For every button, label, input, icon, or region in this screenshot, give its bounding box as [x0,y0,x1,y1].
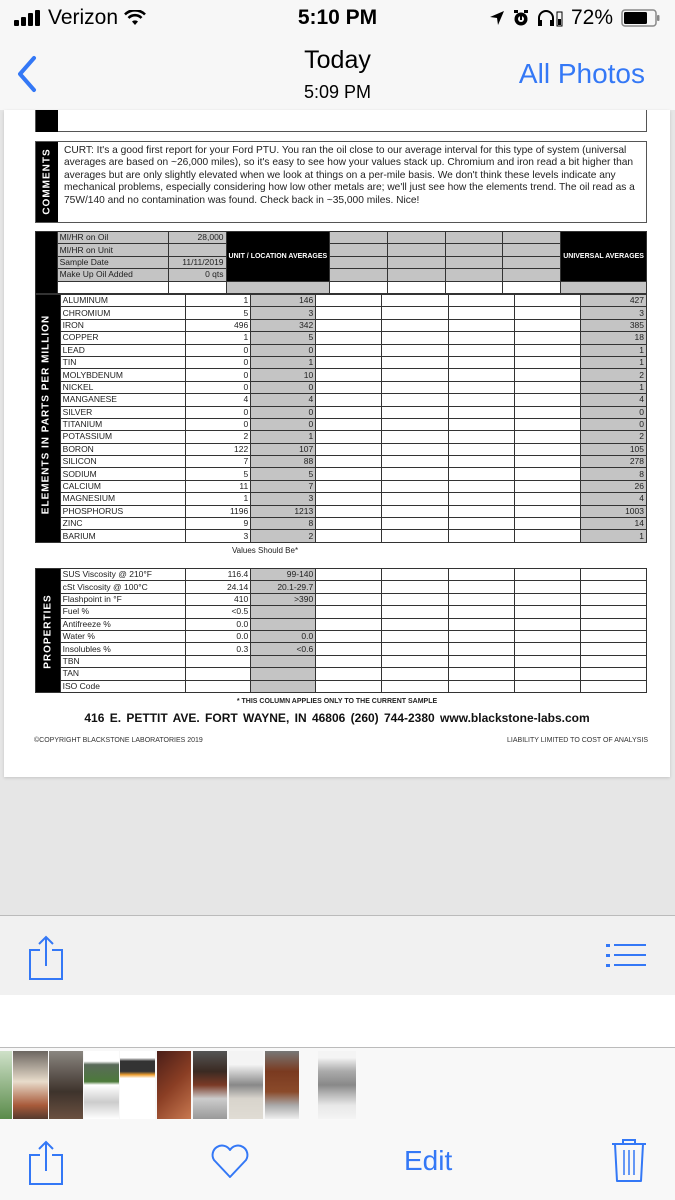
trash-icon [610,1137,648,1183]
property-value [186,680,251,692]
element-universal-avg: 0 [580,406,646,418]
property-should-be: 0.0 [251,630,316,642]
element-value: 496 [186,319,251,331]
elements-table [35,294,647,543]
header-label: MI/HR on Unit [57,244,168,256]
element-universal-avg: 105 [580,443,646,455]
alarm-icon [513,9,529,27]
property-should-be [251,655,316,667]
element-row [36,530,647,542]
element-universal-avg: 2 [580,369,646,381]
customer-info-box [35,110,647,132]
headphones-icon [537,9,563,27]
element-value: 0 [186,344,251,356]
element-row [36,518,647,530]
elements-sidebar [36,295,61,543]
spacer [0,995,675,1047]
element-name: SILICON [60,456,186,468]
element-name: ALUMINUM [60,295,186,307]
property-value: 410 [186,593,251,605]
property-row [36,618,647,630]
details-button[interactable] [606,942,648,975]
element-row [36,369,647,381]
header-label: Make Up Oil Added [57,269,168,281]
element-universal-avg: 278 [580,456,646,468]
element-unit-avg: 146 [251,295,316,307]
property-row [36,606,647,618]
carrier-name: Verizon [48,6,119,29]
element-row [36,332,647,344]
element-row [36,406,647,418]
thumbnail-screenshot[interactable] [120,1051,155,1119]
element-unit-avg: 5 [251,468,316,480]
property-name: Flashpoint in °F [60,593,186,605]
property-name: TAN [60,668,186,680]
element-name: SODIUM [60,468,186,480]
element-value: 122 [186,443,251,455]
element-unit-avg: 2 [251,530,316,542]
element-value: 0 [186,418,251,430]
comments-box [35,141,647,223]
element-universal-avg: 8 [580,468,646,480]
unit-avg-header: UNIT / LOCATION AVERAGES [226,232,330,282]
share-icon [28,1139,64,1185]
element-universal-avg: 1 [580,344,646,356]
property-value [186,655,251,667]
photo-info-toolbar [0,915,675,995]
element-value: 5 [186,307,251,319]
customer-sidebar [36,110,58,132]
element-universal-avg: 427 [580,295,646,307]
property-name: SUS Viscosity @ 210°F [60,569,186,581]
header-value: 0 qts [168,269,226,281]
property-name: TBN [60,655,186,667]
elements-label: ELEMENTS IN PARTS PER MILLION [40,314,52,515]
header-label: MI/HR on Oil [57,232,168,244]
property-row [36,569,647,581]
property-row [36,680,647,692]
photo-document[interactable] [4,110,670,777]
element-universal-avg: 2 [580,431,646,443]
element-universal-avg: 26 [580,480,646,492]
edit-button[interactable]: Edit [404,1145,453,1176]
element-unit-avg: 0 [251,381,316,393]
element-unit-avg: 5 [251,332,316,344]
column-footnote: * THIS COLUMN APPLIES ONLY TO THE CURRENT SAMPLE [236,698,438,705]
element-unit-avg: 8 [251,518,316,530]
property-should-be [251,668,316,680]
element-row [36,307,647,319]
element-row [36,381,647,393]
element-row [36,456,647,468]
element-value: 7 [186,456,251,468]
element-unit-avg: 88 [251,456,316,468]
header-sidebar [36,232,58,294]
property-should-be: 99-140 [251,569,316,581]
element-name: TIN [60,356,186,368]
element-row [36,493,647,505]
element-value: 3 [186,530,251,542]
element-unit-avg: 3 [251,493,316,505]
element-name: POTASSIUM [60,431,186,443]
battery-icon [621,9,661,27]
comments-sidebar [36,142,58,222]
element-unit-avg: 0 [251,344,316,356]
properties-sidebar [36,569,61,693]
properties-table [35,568,647,693]
element-value: 11 [186,480,251,492]
all-photos-button[interactable]: All Photos [518,58,645,89]
status-right [489,6,661,30]
element-row [36,344,647,356]
element-value: 0 [186,406,251,418]
element-universal-avg: 385 [580,319,646,331]
element-name: COPPER [60,332,186,344]
share-icon [28,934,64,980]
property-row [36,655,647,667]
property-should-be [251,606,316,618]
element-value: 1196 [186,505,251,517]
copyright-text: ©COPYRIGHT BLACKSTONE LABORATORIES 2019 [34,737,203,744]
element-row [36,295,647,307]
element-universal-avg: 18 [580,332,646,344]
property-value: 116.4 [186,569,251,581]
property-name: Fuel % [60,606,186,618]
thumbnail-selected-report[interactable] [318,1051,356,1119]
element-row [36,468,647,480]
property-should-be: <0.6 [251,643,316,655]
thumbnail-strip[interactable] [0,1047,675,1121]
properties-label: PROPERTIES [42,594,54,669]
element-row [36,394,647,406]
header-value [168,244,226,256]
element-universal-avg: 14 [580,518,646,530]
element-unit-avg: 0 [251,406,316,418]
thumbnail-photo[interactable] [13,1051,48,1119]
property-row [36,581,647,593]
element-universal-avg: 1 [580,381,646,393]
element-name: MAGNESIUM [60,493,186,505]
element-universal-avg: 0 [580,418,646,430]
header-value: 28,000 [168,232,226,244]
element-row [36,319,647,331]
element-unit-avg: 342 [251,319,316,331]
delete-button[interactable] [610,1137,648,1188]
element-value: 0 [186,381,251,393]
favorite-button[interactable] [210,1143,250,1184]
element-unit-avg: 4 [251,394,316,406]
thumbnail-photo[interactable] [157,1051,191,1119]
element-unit-avg: 3 [251,307,316,319]
element-name: PHOSPHORUS [60,505,186,517]
list-icon [606,942,648,970]
property-value: 0.0 [186,630,251,642]
element-row [36,505,647,517]
element-value: 0 [186,369,251,381]
property-should-be: >390 [251,593,316,605]
property-value: 0.3 [186,643,251,655]
element-universal-avg: 1 [580,530,646,542]
property-name: Antifreeze % [60,618,186,630]
element-row [36,356,647,368]
share-button-top[interactable] [28,934,64,985]
property-row [36,668,647,680]
element-name: BORON [60,443,186,455]
element-name: TITANIUM [60,418,186,430]
element-unit-avg: 10 [251,369,316,381]
nav-title: Today [304,46,371,74]
bottom-toolbar [0,1121,675,1200]
property-value: 24.14 [186,581,251,593]
element-row [36,443,647,455]
element-name: MOLYBDENUM [60,369,186,381]
element-unit-avg: 1213 [251,505,316,517]
status-time: 5:10 PM [297,6,378,29]
thumbnail-photo[interactable] [265,1051,299,1119]
comment-text: CURT: It's a good first report for your Ford PTU. You ran the oil close to our average interval for this type of system (universal averages are based on ~26,000 miles), so it's easy to see how your values stack up. Chromium and iron read a bit higher than averages but are only slightly elevated when we look at things on a per-mile basis. We don't think these levels indicate any mechanical problems, especially considering how low other metals are; we'll just see how the elements trend. The oil read as a 75W/140 and no contamination was found. Check back in ~35,000 miles. Nice! [64,145,635,206]
element-row [36,480,647,492]
element-value: 1 [186,295,251,307]
element-value: 9 [186,518,251,530]
header-value: 11/11/2019 [168,256,226,268]
header-label: Sample Date [57,256,168,268]
comments-label: COMMENTS [41,148,53,215]
element-name: SILVER [60,406,186,418]
element-name: IRON [60,319,186,331]
universal-avg-header: UNIVERSAL AVERAGES [561,232,647,282]
sample-header-table [35,231,647,294]
property-name: ISO Code [60,680,186,692]
property-should-be: 20.1-29.7 [251,581,316,593]
element-value: 5 [186,468,251,480]
property-value [186,668,251,680]
element-name: BARIUM [60,530,186,542]
share-button[interactable] [28,1139,64,1190]
element-value: 1 [186,493,251,505]
thumbnail-photo[interactable] [229,1051,263,1119]
thumbnail-photo[interactable] [193,1051,227,1119]
heart-icon [210,1143,250,1179]
liability-text: LIABILITY LIMITED TO COST OF ANALYSIS [507,737,648,744]
values-should-be-label: Values Should Be* [231,546,299,555]
lab-address: 416 E. PETTIT AVE. FORT WAYNE, IN 46806 (260) 744-2380 www.blackstone-labs.com [84,711,590,725]
property-row [36,630,647,642]
element-name: ZINC [60,518,186,530]
property-should-be [251,680,316,692]
element-value: 1 [186,332,251,344]
element-universal-avg: 1003 [580,505,646,517]
element-unit-avg: 107 [251,443,316,455]
element-name: MANGANESE [60,394,186,406]
element-value: 4 [186,394,251,406]
status-bar [0,0,675,40]
property-row [36,643,647,655]
element-universal-avg: 3 [580,307,646,319]
element-unit-avg: 0 [251,418,316,430]
location-arrow-icon [489,10,505,26]
thumbnail-screenshot[interactable] [84,1051,119,1119]
element-name: CALCIUM [60,480,186,492]
element-row [36,418,647,430]
element-row [36,431,647,443]
element-unit-avg: 1 [251,431,316,443]
thumbnail-photo[interactable] [49,1051,83,1119]
element-universal-avg: 1 [580,356,646,368]
property-name: cSt Viscosity @ 100°C [60,581,186,593]
element-value: 2 [186,431,251,443]
property-row [36,593,647,605]
thumbnail-map[interactable] [0,1051,12,1119]
element-unit-avg: 7 [251,480,316,492]
battery-percent: 72% [570,6,613,29]
element-name: CHROMIUM [60,307,186,319]
element-universal-avg: 4 [580,493,646,505]
property-value: 0.0 [186,618,251,630]
element-value: 0 [186,356,251,368]
nav-subtitle: 5:09 PM [303,82,372,102]
property-name: Insolubles % [60,643,186,655]
element-universal-avg: 4 [580,394,646,406]
nav-bar [0,40,675,110]
property-name: Water % [60,630,186,642]
element-name: LEAD [60,344,186,356]
property-value: <0.5 [186,606,251,618]
property-should-be [251,618,316,630]
element-name: NICKEL [60,381,186,393]
element-unit-avg: 1 [251,356,316,368]
